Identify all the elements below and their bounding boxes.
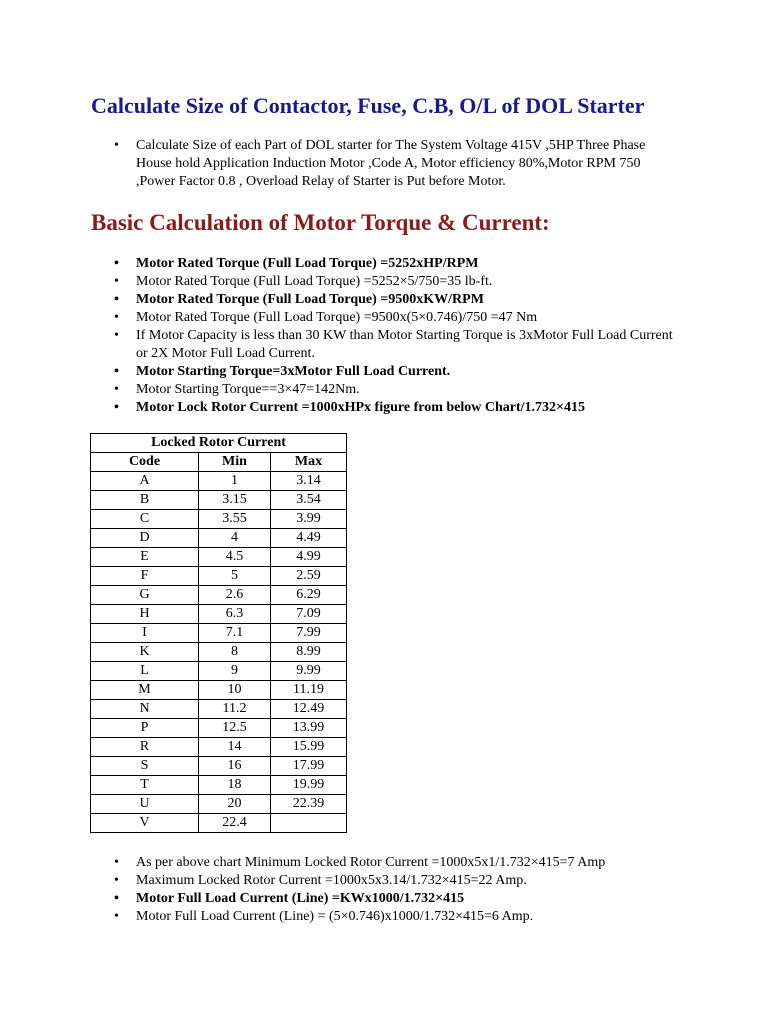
cell-code: N: [91, 700, 199, 719]
cell-max: 4.99: [271, 548, 347, 567]
table-row: [91, 643, 347, 662]
cell-code: F: [91, 567, 199, 586]
cell-min: 14: [199, 738, 271, 757]
list-item-text: Motor Rated Torque (Full Load Torque) =9500xKW/RPM: [136, 292, 484, 307]
cell-max: [271, 814, 347, 833]
intro-list: [0, 137, 676, 191]
cell-max: 2.59: [271, 567, 347, 586]
cell-min: 4: [199, 529, 271, 548]
bullet-icon: •: [114, 274, 119, 289]
list-item-text: As per above chart Minimum Locked Rotor Current =1000x5x1/1.732×415=7 Amp: [136, 855, 606, 870]
table-row: [91, 719, 347, 738]
table-row: [91, 681, 347, 700]
section-heading: Basic Calculation of Motor Torque & Current:: [91, 210, 550, 235]
list-item: [0, 137, 676, 191]
table-row: [91, 548, 347, 567]
cell-max: 6.29: [271, 586, 347, 605]
cell-min: 6.3: [199, 605, 271, 624]
bullet-icon: •: [114, 400, 119, 415]
table-row: [91, 472, 347, 491]
page-title: Calculate Size of Contactor, Fuse, C.B, O/L of DOL Starter: [91, 93, 645, 118]
list-item-text: Motor Starting Torque==3×47=142Nm.: [136, 382, 360, 397]
cell-code: A: [91, 472, 199, 491]
bullet-icon: •: [114, 256, 119, 271]
table-row: [91, 529, 347, 548]
cell-code: P: [91, 719, 199, 738]
cell-min: 20: [199, 795, 271, 814]
bullet-icon: •: [114, 310, 119, 325]
list-item-text: Calculate Size of each Part of DOL starter for The System Voltage 415V ,5HP Three Phase House hold Application Induction Motor ,Code A, Motor efficiency 80%,Motor RPM 750 ,Power Factor 0.8 , Overload Relay of Starter is Put before Motor.: [136, 138, 646, 189]
bullet-icon: •: [114, 909, 119, 924]
list-item-text: Motor Lock Rotor Current =1000xHPx figure from below Chart/1.732×415: [136, 400, 585, 415]
cell-code: H: [91, 605, 199, 624]
bullet-icon: •: [114, 138, 119, 153]
cell-min: 9: [199, 662, 271, 681]
cell-min: 22.4: [199, 814, 271, 833]
list-item: [0, 255, 676, 273]
bullet-icon: •: [114, 891, 119, 906]
cell-code: V: [91, 814, 199, 833]
cell-max: 3.14: [271, 472, 347, 491]
result-list: [0, 854, 676, 926]
cell-max: 22.39: [271, 795, 347, 814]
cell-max: 19.99: [271, 776, 347, 795]
cell-max: 7.99: [271, 624, 347, 643]
bullet-icon: •: [114, 292, 119, 307]
cell-max: 7.09: [271, 605, 347, 624]
cell-min: 10: [199, 681, 271, 700]
list-item: [0, 399, 676, 417]
cell-code: R: [91, 738, 199, 757]
column-header-code: Code: [91, 453, 199, 472]
cell-max: 3.99: [271, 510, 347, 529]
bullet-icon: •: [114, 328, 119, 343]
table-row: [91, 700, 347, 719]
list-item-text: Motor Full Load Current (Line) =KWx1000/1.732×415: [136, 891, 465, 906]
bullet-icon: •: [114, 873, 119, 888]
cell-min: 8: [199, 643, 271, 662]
table-row: [91, 776, 347, 795]
list-item-text: If Motor Capacity is less than 30 KW than Motor Starting Torque is 3xMotor Full Load Current or 2X Motor Full Load Current.: [136, 328, 673, 361]
cell-code: L: [91, 662, 199, 681]
cell-min: 5: [199, 567, 271, 586]
list-item-text: Motor Rated Torque (Full Load Torque) =5252×5/750=35 lb-ft.: [136, 274, 493, 289]
list-item-text: Maximum Locked Rotor Current =1000x5x3.14/1.732×415=22 Amp.: [136, 873, 527, 888]
column-header-min: Min: [199, 453, 271, 472]
bullet-icon: •: [114, 364, 119, 379]
table-row: [91, 510, 347, 529]
cell-max: 9.99: [271, 662, 347, 681]
list-item-text: Motor Rated Torque (Full Load Torque) =5252xHP/RPM: [136, 256, 479, 271]
cell-min: 12.5: [199, 719, 271, 738]
column-header-max: Max: [271, 453, 347, 472]
cell-min: 11.2: [199, 700, 271, 719]
cell-max: 11.19: [271, 681, 347, 700]
bullet-icon: •: [114, 382, 119, 397]
table-row: [91, 624, 347, 643]
list-item: [0, 291, 676, 309]
cell-min: 4.5: [199, 548, 271, 567]
table-row: [91, 567, 347, 586]
table-title: Locked Rotor Current: [91, 434, 347, 453]
cell-min: 16: [199, 757, 271, 776]
list-item-text: Motor Full Load Current (Line) = (5×0.746)x1000/1.732×415=6 Amp.: [136, 909, 534, 924]
cell-code: T: [91, 776, 199, 795]
cell-min: 7.1: [199, 624, 271, 643]
cell-code: U: [91, 795, 199, 814]
list-item: [0, 908, 676, 926]
list-item: [0, 327, 676, 363]
list-item: [0, 890, 676, 908]
cell-max: 17.99: [271, 757, 347, 776]
table-row: [91, 814, 347, 833]
cell-code: G: [91, 586, 199, 605]
cell-min: 3.55: [199, 510, 271, 529]
cell-code: S: [91, 757, 199, 776]
list-item: [0, 872, 676, 890]
table-row: [91, 605, 347, 624]
list-item: [0, 854, 676, 872]
table-row: [91, 795, 347, 814]
table-row: [91, 586, 347, 605]
list-item: [0, 363, 676, 381]
cell-min: 3.15: [199, 491, 271, 510]
cell-code: M: [91, 681, 199, 700]
locked-rotor-current-table: [90, 433, 347, 833]
list-item: [0, 309, 676, 327]
cell-code: D: [91, 529, 199, 548]
list-item: [0, 381, 676, 399]
cell-max: 3.54: [271, 491, 347, 510]
calculation-list: [0, 255, 676, 417]
cell-max: 4.49: [271, 529, 347, 548]
table-row: [91, 662, 347, 681]
table-row: [91, 491, 347, 510]
cell-max: 8.99: [271, 643, 347, 662]
table-row: [91, 738, 347, 757]
cell-min: 2.6: [199, 586, 271, 605]
bullet-icon: •: [114, 855, 119, 870]
cell-max: 12.49: [271, 700, 347, 719]
cell-code: E: [91, 548, 199, 567]
cell-code: B: [91, 491, 199, 510]
table-row: [91, 757, 347, 776]
list-item-text: Motor Starting Torque=3xMotor Full Load Current.: [136, 364, 451, 379]
cell-code: K: [91, 643, 199, 662]
list-item: [0, 273, 676, 291]
list-item-text: Motor Rated Torque (Full Load Torque) =9500x(5×0.746)/750 =47 Nm: [136, 310, 538, 325]
cell-min: 1: [199, 472, 271, 491]
cell-code: C: [91, 510, 199, 529]
cell-code: I: [91, 624, 199, 643]
cell-max: 13.99: [271, 719, 347, 738]
cell-min: 18: [199, 776, 271, 795]
cell-max: 15.99: [271, 738, 347, 757]
